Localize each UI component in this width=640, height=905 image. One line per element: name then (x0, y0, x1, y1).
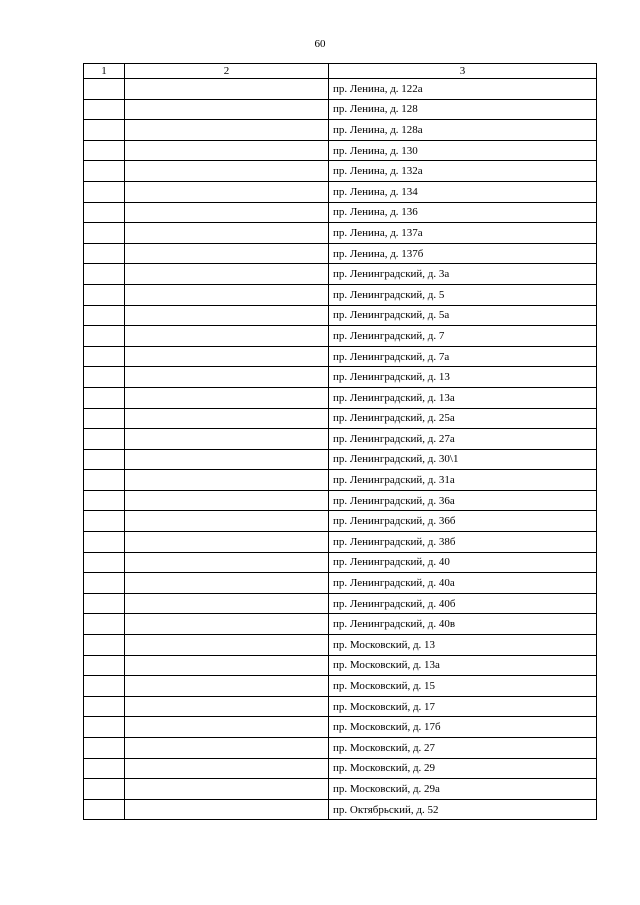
address-cell: пр. Ленинградский, д. 25а (329, 408, 597, 429)
cell-col-2 (125, 367, 329, 388)
address-cell: пр. Ленинградский, д. 40 (329, 552, 597, 573)
cell-col-2 (125, 326, 329, 347)
cell-col-1 (84, 799, 125, 820)
address-cell: пр. Московский, д. 13а (329, 655, 597, 676)
address-cell: пр. Ленина, д. 137а (329, 223, 597, 244)
address-cell: пр. Московский, д. 13 (329, 635, 597, 656)
cell-col-1 (84, 758, 125, 779)
cell-col-1 (84, 676, 125, 697)
address-cell: пр. Ленинградский, д. 40б (329, 593, 597, 614)
address-cell: пр. Ленинградский, д. 13 (329, 367, 597, 388)
address-cell: пр. Московский, д. 27 (329, 738, 597, 759)
address-cell: пр. Ленинградский, д. 31а (329, 470, 597, 491)
cell-col-1 (84, 140, 125, 161)
table-row (84, 120, 597, 141)
cell-col-1 (84, 635, 125, 656)
cell-col-1 (84, 387, 125, 408)
table-row (84, 140, 597, 161)
cell-col-1 (84, 779, 125, 800)
cell-col-1 (84, 738, 125, 759)
cell-col-2 (125, 470, 329, 491)
table-row (84, 79, 597, 100)
table-row (84, 161, 597, 182)
cell-col-2 (125, 181, 329, 202)
cell-col-1 (84, 717, 125, 738)
table-row (84, 593, 597, 614)
cell-col-1 (84, 614, 125, 635)
cell-col-1 (84, 490, 125, 511)
cell-col-1 (84, 305, 125, 326)
address-cell: пр. Ленинградский, д. 7 (329, 326, 597, 347)
cell-col-2 (125, 99, 329, 120)
table-row (84, 738, 597, 759)
address-cell: пр. Ленинградский, д. 38б (329, 532, 597, 553)
cell-col-2 (125, 264, 329, 285)
table-row (84, 614, 597, 635)
cell-col-2 (125, 676, 329, 697)
address-cell: пр. Ленинградский, д. 40в (329, 614, 597, 635)
address-cell: пр. Московский, д. 17б (329, 717, 597, 738)
cell-col-2 (125, 511, 329, 532)
cell-col-2 (125, 305, 329, 326)
table-header-row (84, 64, 597, 79)
table-row (84, 449, 597, 470)
table-row (84, 223, 597, 244)
table-row (84, 264, 597, 285)
cell-col-2 (125, 346, 329, 367)
cell-col-2 (125, 161, 329, 182)
cell-col-2 (125, 429, 329, 450)
cell-col-1 (84, 449, 125, 470)
address-cell: пр. Ленина, д. 137б (329, 243, 597, 264)
table-row (84, 387, 597, 408)
table-row (84, 367, 597, 388)
address-cell: пр. Ленинградский, д. 5 (329, 284, 597, 305)
table-row (84, 326, 597, 347)
cell-col-1 (84, 120, 125, 141)
cell-col-2 (125, 140, 329, 161)
cell-col-1 (84, 470, 125, 491)
address-cell: пр. Ленинградский, д. 7а (329, 346, 597, 367)
table-row (84, 552, 597, 573)
address-cell: пр. Ленина, д. 128 (329, 99, 597, 120)
table-row (84, 408, 597, 429)
address-cell: пр. Московский, д. 15 (329, 676, 597, 697)
table-row (84, 676, 597, 697)
column-header-2: 2 (125, 64, 329, 79)
cell-col-2 (125, 387, 329, 408)
address-cell: пр. Московский, д. 29 (329, 758, 597, 779)
address-cell: пр. Ленинградский, д. 3а (329, 264, 597, 285)
cell-col-1 (84, 326, 125, 347)
table-row (84, 758, 597, 779)
address-cell: пр. Московский, д. 17 (329, 696, 597, 717)
cell-col-1 (84, 79, 125, 100)
cell-col-2 (125, 779, 329, 800)
column-header-3: 3 (329, 64, 597, 79)
cell-col-2 (125, 449, 329, 470)
cell-col-1 (84, 532, 125, 553)
cell-col-2 (125, 717, 329, 738)
cell-col-1 (84, 243, 125, 264)
page-number: 60 (314, 38, 326, 50)
address-cell: пр. Московский, д. 29а (329, 779, 597, 800)
address-cell: пр. Ленинградский, д. 5а (329, 305, 597, 326)
table-row (84, 243, 597, 264)
cell-col-1 (84, 367, 125, 388)
cell-col-2 (125, 284, 329, 305)
cell-col-2 (125, 223, 329, 244)
cell-col-2 (125, 532, 329, 553)
table-row (84, 490, 597, 511)
address-cell: пр. Ленинградский, д. 27а (329, 429, 597, 450)
cell-col-1 (84, 99, 125, 120)
table-row (84, 511, 597, 532)
cell-col-1 (84, 696, 125, 717)
cell-col-2 (125, 490, 329, 511)
cell-col-1 (84, 181, 125, 202)
cell-col-2 (125, 79, 329, 100)
table-body (84, 79, 597, 820)
cell-col-1 (84, 511, 125, 532)
cell-col-2 (125, 552, 329, 573)
address-cell: пр. Ленина, д. 130 (329, 140, 597, 161)
table-row (84, 717, 597, 738)
cell-col-1 (84, 284, 125, 305)
address-cell: пр. Ленина, д. 132а (329, 161, 597, 182)
cell-col-2 (125, 696, 329, 717)
cell-col-2 (125, 738, 329, 759)
cell-col-1 (84, 202, 125, 223)
address-cell: пр. Ленинградский, д. 13а (329, 387, 597, 408)
cell-col-2 (125, 614, 329, 635)
cell-col-1 (84, 264, 125, 285)
cell-col-2 (125, 799, 329, 820)
cell-col-1 (84, 573, 125, 594)
cell-col-1 (84, 655, 125, 676)
table-row (84, 470, 597, 491)
cell-col-1 (84, 223, 125, 244)
address-table (83, 63, 597, 820)
table-row (84, 696, 597, 717)
address-cell: пр. Ленинградский, д. 36б (329, 511, 597, 532)
cell-col-2 (125, 758, 329, 779)
table-row (84, 655, 597, 676)
table-row (84, 305, 597, 326)
address-cell: пр. Октябрьский, д. 52 (329, 799, 597, 820)
address-cell: пр. Ленинградский, д. 40а (329, 573, 597, 594)
cell-col-2 (125, 655, 329, 676)
table-row (84, 429, 597, 450)
cell-col-1 (84, 161, 125, 182)
cell-col-1 (84, 346, 125, 367)
table-row (84, 181, 597, 202)
table-row (84, 284, 597, 305)
address-cell: пр. Ленина, д. 128а (329, 120, 597, 141)
table-row (84, 573, 597, 594)
cell-col-1 (84, 593, 125, 614)
address-cell: пр. Ленина, д. 134 (329, 181, 597, 202)
cell-col-2 (125, 573, 329, 594)
cell-col-1 (84, 408, 125, 429)
table-row (84, 99, 597, 120)
table-row (84, 779, 597, 800)
cell-col-2 (125, 593, 329, 614)
address-cell: пр. Ленина, д. 122а (329, 79, 597, 100)
table-row (84, 532, 597, 553)
cell-col-1 (84, 429, 125, 450)
address-cell: пр. Ленинградский, д. 30\1 (329, 449, 597, 470)
column-header-1: 1 (84, 64, 125, 79)
cell-col-2 (125, 243, 329, 264)
table-row (84, 202, 597, 223)
cell-col-2 (125, 408, 329, 429)
table-row (84, 346, 597, 367)
cell-col-2 (125, 635, 329, 656)
cell-col-2 (125, 202, 329, 223)
table-row (84, 799, 597, 820)
cell-col-1 (84, 552, 125, 573)
address-cell: пр. Ленинградский, д. 36а (329, 490, 597, 511)
cell-col-2 (125, 120, 329, 141)
table-row (84, 635, 597, 656)
address-cell: пр. Ленина, д. 136 (329, 202, 597, 223)
